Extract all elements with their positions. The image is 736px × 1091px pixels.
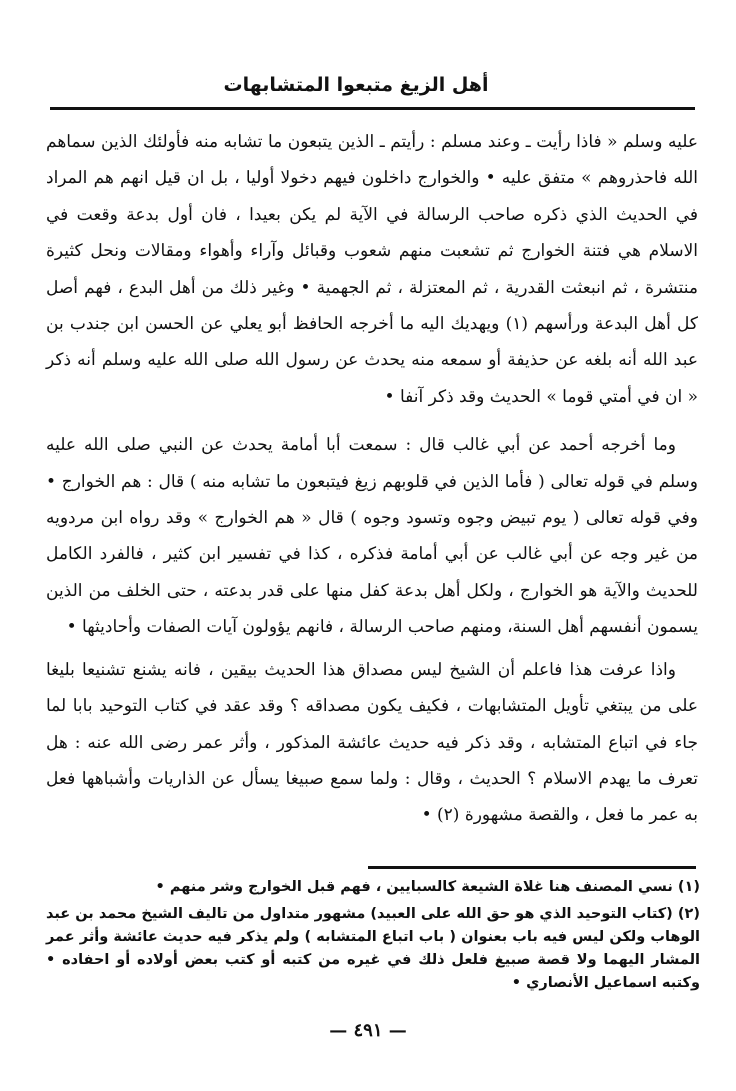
running-header-title: أهل الزيغ متبعوا المتشابهات: [223, 74, 489, 96]
header-rule: [50, 107, 695, 110]
paragraph-1: عليه وسلم « فاذا رأيت ـ وعند مسلم : رأيتم ـ الذين يتبعون ما تشابه منه فأولئك الذين سماهم الله فاحذروهم » متفق عليه • والخوارج داخلون فيهم دخولا أوليا ، بل ان قيل انهم هم المراد في الحديث الذي ذكره صاحب الرسالة في الآية لم يكن بعيدا ، فان أول بدعة وقعت في الاسلام هي فتنة الخوارج ثم تشعبت منهم شعوب وقبائل وآراء وأهواء ومقالات ونحل كثيرة منتشرة ، ثم انبعثت القدرية ، ثم المعتزلة ، ثم الجهمية • وغير ذلك من أهل البدع ، فهم أصل كل أهل البدعة ورأسهم (١) ويهديك اليه ما أخرجه الحافظ أبو يعلي عن الحسن ابن جندب بن عبد الله أنه بلغه عن حذيفة أو سمعه منه يحدث عن رسول الله صلى الله عليه وسلم أنه ذكر « ان في أمتي قوما » الحديث وقد ذكر آنفا •: [46, 132, 698, 407]
main-text: [46, 124, 698, 834]
paragraph-2: وما أخرجه أحمد عن أبي غالب قال : سمعت أبا أمامة يحدث عن النبي صلى الله عليه وسلم في قوله تعالى ( فأما الذين في قلوبهم زيغ فيتبعون ما تشابه منه ) قال : هم الخوارج • وفي قوله تعالى ( يوم تبيض وجوه وتسود وجوه ) قال « هم الخوارج » وقد رواه ابن مردويه من غير وجه عن أبي غالب عن أبي أمامة فذكره ، كذا في تفسير ابن كثير ، فالفرد الكامل للحديث والآية هو الخوارج ، ولكل أهل بدعة كفل منها على قدر بدعته ، حتى الخلف من الذين يسمون أنفسهم أهل السنة، ومنهم صاحب الرسالة ، فانهم يؤولون آيات الصفات وأحاديثها •: [46, 435, 698, 638]
footnote-2: (٢) (كتاب التوحيد الذي هو حق الله على العبيد) مشهور متداول من تاليف الشيخ محمد بن عبد الوهاب ولكن ليس فيه باب بعنوان ( باب اتباع المتشابه ) ولم يذكر فيه حديث عائشة وأثر عمر المشار اليهما ولا قصة صبيغ فلعل ذلك في غيره من كتبه أو كتب بعض أولاده أو احفاده • وكتبه اسماعيل الأنصاري •: [46, 906, 700, 991]
footnotes: [46, 876, 700, 999]
page-number: — ٤٩١ —: [329, 1020, 407, 1041]
footnote-1: (١) نسي المصنف هنا غلاة الشيعة كالسبايين ، فهم قبل الخوارج وشر منهم •: [155, 879, 700, 895]
paragraph-3: واذا عرفت هذا فاعلم أن الشيخ ليس مصداق هذا الحديث بيقين ، فانه يشنع تشنيعا بليغا على من يبتغي تأويل المتشابهات ، فكيف يكون مصداقه ؟ وقد عقد في كتاب التوحيد بابا لما جاء في اتباع المتشابه ، وقد ذكر فيه حديث عائشة المذكور ، وأثر عمر رضى الله عنه : هل تعرف ما يهدم الاسلام ؟ الحديث ، وقال : ولما سمع صبيغا يسأل عن الذاريات وأشباهها فعل به عمر ما فعل ، والقصة مشهورة (٢) •: [46, 659, 698, 826]
footnote-rule: [368, 866, 696, 869]
